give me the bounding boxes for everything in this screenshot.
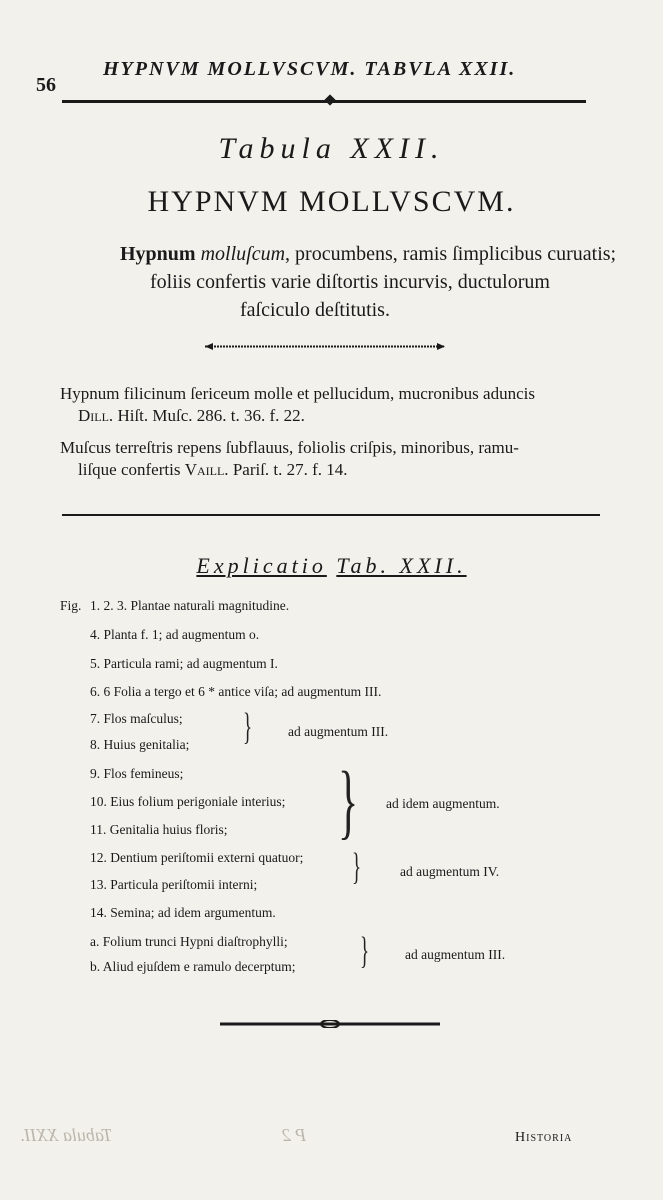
diagnosis-genus: Hypnum: [120, 243, 196, 265]
brace: }: [352, 846, 362, 888]
fig-row: 9. Flos femineus;: [90, 766, 184, 781]
group-annotation: ad augmentum III.: [405, 947, 506, 962]
brace: }: [338, 755, 359, 848]
fig-row: 6. 6 Folia a tergo et 6 * antice viſa; ad augmentum III.: [90, 684, 382, 699]
fig-row: 11. Genitalia huius floris;: [90, 822, 228, 837]
diagnosis-line-3: faſciculo deſtitutis.: [240, 299, 390, 321]
species-name: HYPNVM MOLLVSCVM.: [147, 185, 516, 218]
show-through-text: P 2: [282, 1125, 307, 1145]
synonym-2-line-1: Muſcus terreſtris repens ſubflauus, foliolis criſpis, minoribus, ramu-: [60, 438, 519, 457]
fig-row: 14. Semina; ad idem argumentum.: [90, 905, 276, 920]
synonym-1-line-2: [78, 404, 638, 428]
brace: }: [243, 706, 253, 748]
ornament-rule: [205, 343, 445, 350]
diagnosis-epithet: molluſcum: [200, 243, 286, 265]
fig-row: 5. Particula rami; ad augmentum I.: [90, 656, 278, 671]
brace: }: [360, 930, 370, 972]
show-through-text: Tabula XXII.: [20, 1125, 113, 1145]
plate-title: Tabula XXII.: [218, 132, 445, 165]
head-rule: [62, 100, 586, 103]
group-annotation: ad augmentum IV.: [400, 864, 500, 879]
diagnosis-line-2: foliis confertis varie diſtortis incurvis, ductulorum: [150, 271, 550, 293]
fig-row: 13. Particula periſtomii interni;: [90, 877, 258, 892]
running-head: HYPNVM MOLLVSCVM. TABVLA XXII.: [103, 58, 517, 80]
fig-label: Fig.: [60, 598, 82, 613]
catchword: Historia: [515, 1130, 573, 1145]
explicatio-tab: Tab. XXII.: [336, 553, 467, 578]
fig-row: 4. Planta f. 1; ad augmentum o.: [90, 627, 260, 642]
fig-row: 10. Eius folium perigoniale interius;: [90, 794, 286, 809]
fig-row: 7. Flos maſculus;: [90, 711, 183, 726]
synonym-2-ref: Pariſ. t. 27. f. 14.: [228, 460, 348, 479]
synonym-2-pre: liſque confertis: [78, 460, 185, 479]
synonym-2-author: Vaill.: [184, 460, 229, 479]
diagnosis-rest: , procumbens, ramis ſimplicibus curuatis;: [285, 243, 617, 265]
synonym-1-author: Dill.: [78, 406, 114, 425]
synonym-2-line-2: [78, 458, 638, 482]
ornament-rule-bottom: [220, 1020, 440, 1028]
section-rule: [62, 514, 600, 516]
fig-row: b. Aliud ejuſdem e ramulo decerptum;: [90, 959, 296, 974]
group-annotation: ad augmentum III.: [288, 724, 389, 739]
explicatio-word: Explicatio: [196, 553, 327, 578]
fig-row: 12. Dentium periſtomii externi quatuor;: [90, 850, 304, 865]
synonym-1-ref: Hiſt. Muſc. 286. t. 36. f. 22.: [113, 406, 305, 425]
fig-row: 8. Huius genitalia;: [90, 737, 190, 752]
explicatio-heading: [0, 553, 663, 579]
synonym-1-line-1: Hypnum filicinum ſericeum molle et pellucidum, mucronibus aduncis: [60, 384, 535, 403]
page-number: 56: [36, 74, 56, 96]
fig-row: a. Folium trunci Hypni diaſtrophylli;: [90, 934, 288, 949]
group-annotation: ad idem augmentum.: [386, 796, 500, 811]
diagnosis-line-1: [120, 240, 617, 268]
fig-row: 1. 2. 3. Plantae naturali magnitudine.: [90, 598, 290, 613]
